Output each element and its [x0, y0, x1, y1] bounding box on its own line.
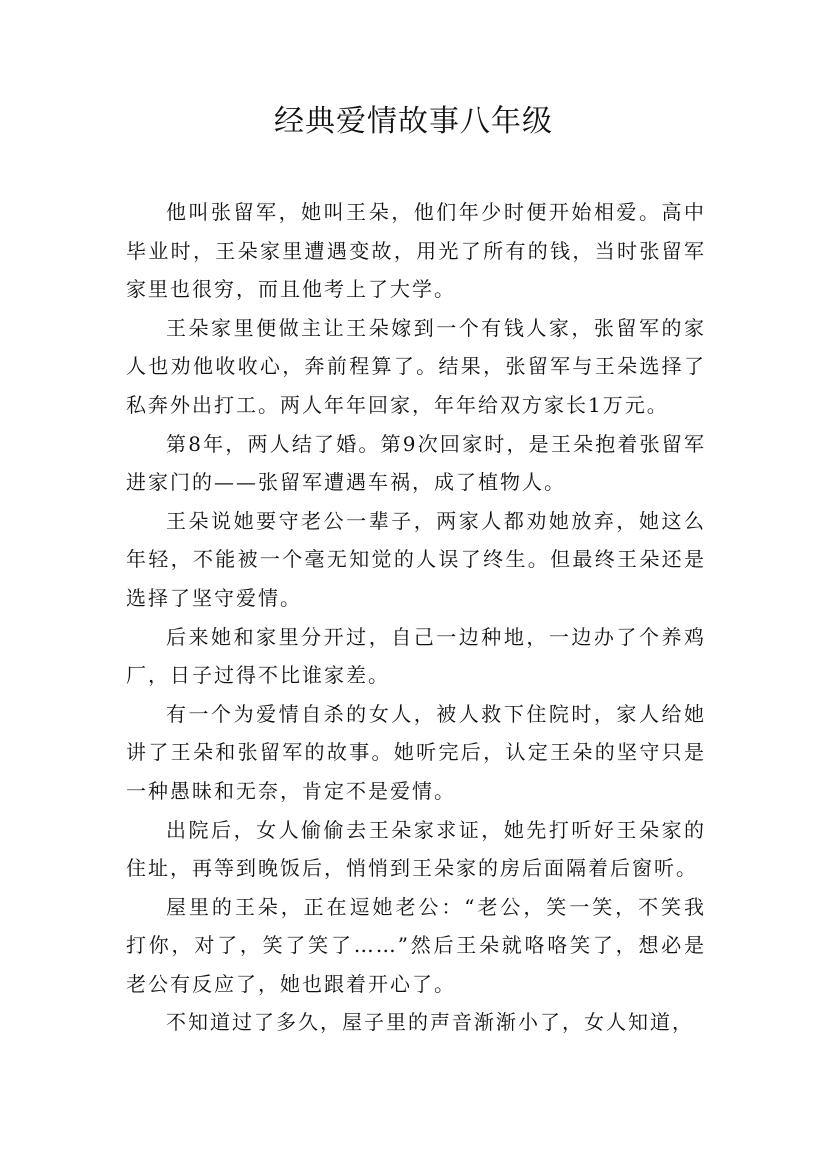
paragraph: 屋里的王朵，正在逗她老公：“老公，笑一笑，不笑我打你，对了，笑了笑了……”然后王朵就咯咯笑了，想必是老公有反应了，她也跟着开心了。	[126, 894, 706, 996]
paragraph: 第8年，两人结了婚。第9次回家时，是王朵抱着张留军进家门的——张留军遭遇车祸，成了植物人。	[126, 431, 706, 495]
paragraph: 出院后，女人偷偷去王朵家求证，她先打听好王朵家的住址，再等到晚饭后，悄悄到王朵家的房后面隔着后窗听。	[126, 817, 706, 881]
paragraph: 后来她和家里分开过，自己一边种地，一边办了个养鸡厂，日子过得不比谁家差。	[126, 624, 706, 688]
paragraph: 不知道过了多久，屋子里的声音渐渐小了，女人知道，	[166, 1010, 694, 1035]
paragraph: 王朵说她要守老公一辈子，两家人都劝她放弃，她这么年轻，不能被一个毫无知觉的人误了终生。但最终王朵还是选择了坚守爱情。	[126, 508, 706, 610]
document-body	[126, 193, 706, 1042]
paragraph: 他叫张留军，她叫王朵，他们年少时便开始相爱。高中毕业时，王朵家里遭遇变故，用光了所有的钱，当时张留军家里也很穷，而且他考上了大学。	[126, 200, 706, 302]
paragraph: 王朵家里便做主让王朵嫁到一个有钱人家，张留军的家人也劝他收收心，奔前程算了。结果，张留军与王朵选择了私奔外出打工。两人年年回家，年年给双方家长1万元。	[126, 315, 706, 417]
paragraph: 有一个为爱情自杀的女人，被人救下住院时，家人给她讲了王朵和张留军的故事。她听完后，认定王朵的坚守只是一种愚昧和无奈，肯定不是爱情。	[126, 701, 706, 803]
document-title: 经典爱情故事八年级	[274, 104, 553, 139]
